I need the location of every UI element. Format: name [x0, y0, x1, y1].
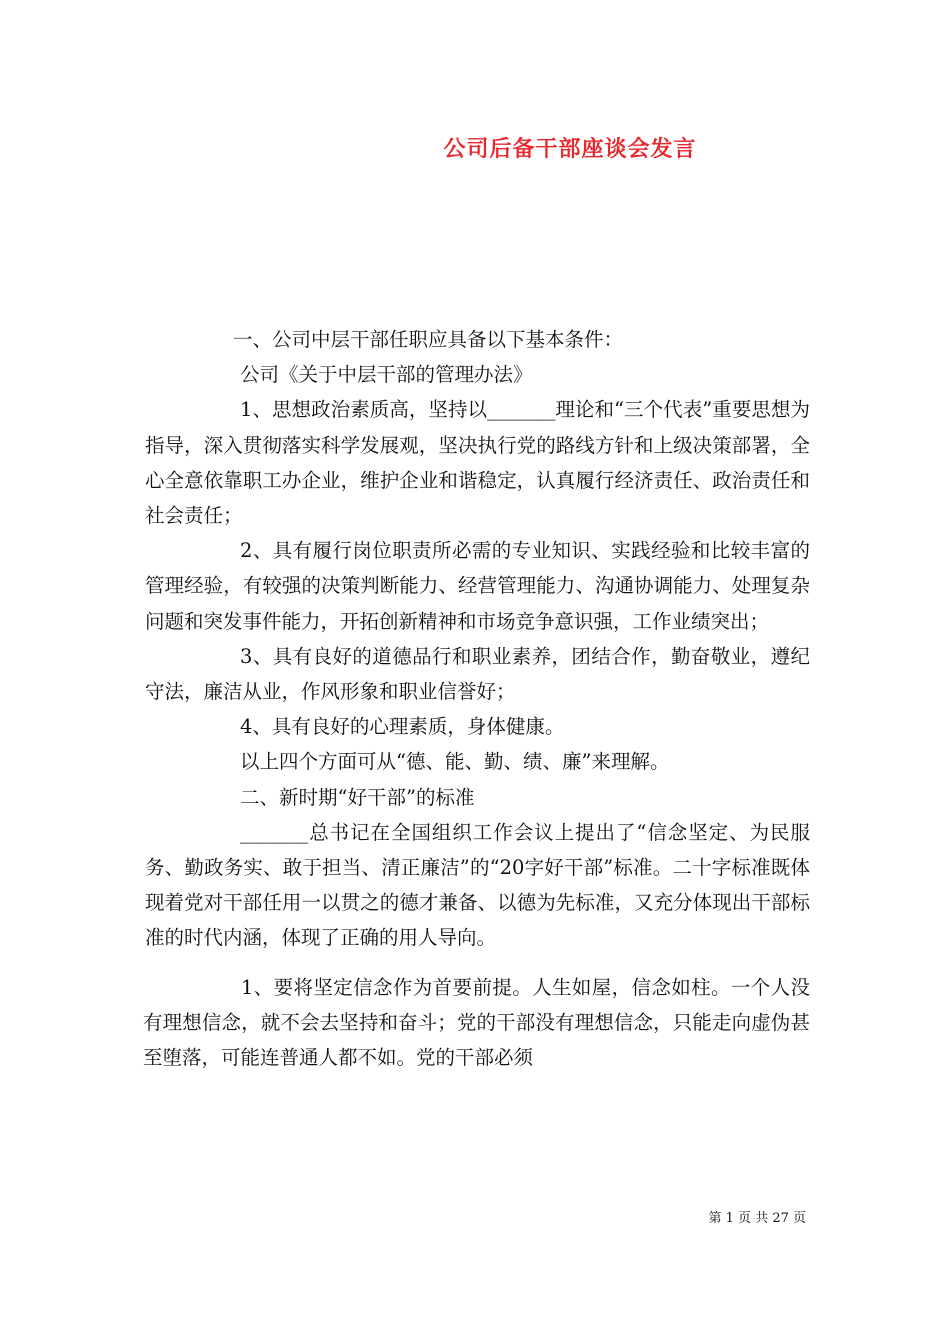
page-number: 第 1 页 共 27 页 — [708, 1211, 806, 1226]
paragraph-item-4: 4、具有良好的心理素质，身体健康。 — [240, 715, 565, 739]
section-heading-2: 二、新时期“好干部”的标准 — [240, 785, 475, 809]
paragraph-item-3: 3、具有良好的道德品行和职业素养，团结合作，勤奋敬业，遵纪守法，廉洁从业，作风形象和职业信誉好； — [145, 644, 810, 704]
paragraph-source: 公司《关于中层干部的管理办法》 — [240, 363, 533, 387]
paragraph-point-1: 1、要将坚定信念作为首要前提。人生如屋，信念如柱。一个人没有理想信念，就不会去坚持和奋斗；党的干部没有理想信念，只能走向虚伪甚至堕落，可能连普通人都不如。党的干部必须 — [143, 975, 810, 1070]
paragraph-standard: _______总书记在全国组织工作会议上提出了“信念坚定、为民服务、勤政务实、敢于担当、清正廉洁”的“20字好干部”标准。二十字标准既体现着党对干部任用一以贯之的德才兼备、以德为先标准，又充分体现出干部标准的时代内涵，体现了正确的用人导向。 — [145, 820, 810, 950]
document-body — [145, 322, 810, 1075]
paragraph-item-1: 1、思想政治素质高，坚持以_______理论和“三个代表”重要思想为指导，深入贯彻落实科学发展观，坚决执行党的路线方针和上级决策部署，全心全意依靠职工办企业，维护企业和谐稳定，认真履行经济责任、政治责任和社会责任； — [145, 398, 810, 528]
document-title: 公司后备干部座谈会发言 — [443, 136, 697, 162]
section-heading-1: 一、公司中层干部任职应具备以下基本条件： — [233, 328, 624, 351]
paragraph-item-2: 2、具有履行岗位职责所必需的专业知识、实践经验和比较丰富的管理经验，有较强的决策判断能力、经营管理能力、沟通协调能力、处理复杂问题和突发事件能力，开拓创新精神和市场竞争意识强，工作业绩突出； — [145, 539, 810, 633]
paragraph-summary: 以上四个方面可从“德、能、勤、绩、廉”来理解。 — [240, 750, 670, 774]
